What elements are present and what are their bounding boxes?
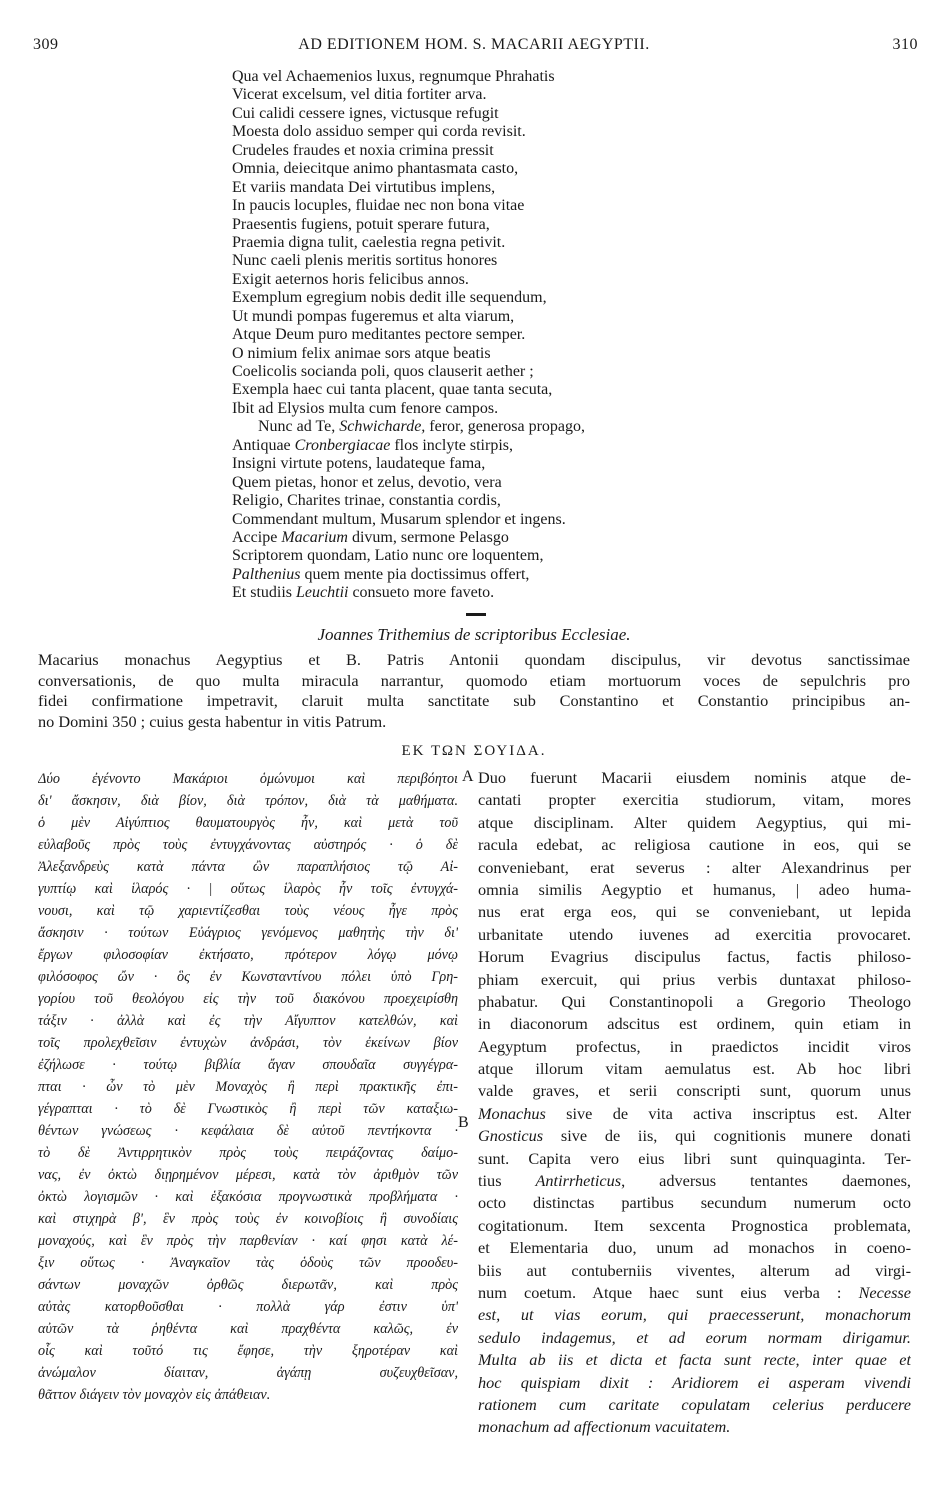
italic-text: Antirrheticus: [535, 1171, 622, 1191]
latin-text: conveniebant, erat severus : alter Alexandrinus per: [478, 857, 911, 877]
greek-line: σάντων μοναχῶν ὀρθῶς διερωτᾶν, καὶ πρὸς: [38, 1277, 458, 1293]
poem-line: Praemia digna tulit, caelestia regna petivit.: [232, 233, 506, 251]
poem-line: [232, 547, 752, 565]
latin-line: [478, 991, 911, 1013]
poem-text: Commendant multum, Musarum splendor et ingens.: [232, 510, 566, 528]
latin-line: [478, 879, 911, 901]
poem-text: Et studiis: [232, 584, 297, 602]
latin-line: [478, 1036, 911, 1058]
italic-text: rationem cum caritate copulatam celerius perducere: [478, 1394, 911, 1414]
latin-line: [478, 1058, 911, 1080]
latin-text: atque disciplinam. Alter quidem Aegyptius, qui mi-: [478, 812, 911, 832]
proper-name: Schwicharde,: [339, 418, 426, 436]
poem-line: [232, 584, 752, 602]
latin-text: nus erat erga eos, qui se conveniebant, ut lepida: [478, 902, 911, 922]
poem: [232, 68, 752, 603]
greek-line: φιλόσοφος ὤν · ὃς ἐν Κωνσταντίνου πόλει ὑπὸ Γρη-: [38, 969, 458, 985]
poem-line: [232, 566, 752, 584]
poem-text: feror, generosa propago,: [425, 418, 586, 436]
greek-line: γέγραπται · τὸ δὲ Γνωστικὸς ἢ περὶ τῶν καταξιω-: [38, 1101, 458, 1117]
poem-line: [232, 511, 752, 529]
latin-text: racula edebat, ac religiosa cautione in eos, qui se: [478, 835, 911, 855]
latin-line: [478, 1304, 911, 1326]
greek-line: μοναχούς, καὶ ἓν πρὸς τὴν παρθενίαν · καί φησι κατὰ λέ-: [38, 1233, 458, 1249]
latin-text: tius: [478, 1171, 536, 1191]
latin-line: [478, 1125, 911, 1147]
italic-text: Multa ab iis et dicta et facta sunt recte, inter quae et: [478, 1350, 911, 1370]
poem-line: Exigit aeternos horis felicibus annos.: [232, 270, 469, 288]
latin-text: et Elementaria duo, unum ad monachos in coeno-: [478, 1238, 911, 1258]
latin-text: , adversus tentantes daemones,: [621, 1171, 911, 1191]
latin-line: [478, 1080, 911, 1102]
latin-text: phabatur. Qui Constantinopoli a Gregorio Theologo: [478, 991, 911, 1011]
latin-line: [478, 1260, 911, 1282]
paragraph-line: conversationis, de quo multa miracula narrantur, quomodo etiam mortuorum voces de sepulchris pro: [38, 670, 910, 690]
greek-line: οἷς καὶ τοῦτό τις ἔφησε, τὴν ξηροτέραν καὶ: [38, 1343, 458, 1359]
page-number-right: 310: [892, 36, 918, 53]
poem-text: flos inclyte stirpis,: [390, 436, 513, 454]
poem-line: In paucis locuples, fluidae nec non bona vitae: [232, 197, 525, 215]
latin-line: [478, 767, 911, 789]
greek-line: γορίου τοῦ θεολόγου εἰς τὴν τοῦ διακόνου προεχειρίσθη: [38, 991, 458, 1007]
proper-name: Palthenius: [232, 565, 301, 583]
greek-line: νας, ἐν ὀκτὼ διῃρημένον μέρεσι, κατὰ τὸν ἀριθμὸν τῶν: [38, 1167, 458, 1183]
poem-line: Coelicolis socianda poli, quos clauserit aether ;: [232, 363, 534, 380]
greek-line: ἐζήλωσε · τούτῳ βιβλία ἄγαν σπουδαῖα συγγέγρα-: [38, 1057, 458, 1073]
latin-line: [478, 789, 911, 811]
latin-line: [478, 1372, 911, 1394]
latin-text: sive de vita activa inscriptus est. Alter: [545, 1103, 911, 1123]
latin-line: [478, 1394, 911, 1416]
latin-text: phiam exercuit, qui prius verbis duntaxat philoso-: [478, 969, 911, 989]
greek-line: ὁ μὲν Αἰγύπτιος θαυματουργὸς ἦν, καὶ μετὰ τοῦ: [38, 815, 458, 831]
proper-name: Cronbergiacae: [294, 436, 391, 454]
latin-text: cantati propter exercitia studiorum, vitam, mores: [478, 790, 911, 810]
latin-text: num coetum. Atque haec sunt eius verba :: [478, 1282, 859, 1302]
poem-text: divum, sermone Pelasgo: [347, 528, 509, 546]
greek-line: αὐτῶν τὰ ῥηθέντα καὶ πραχθέντα καλῶς, ἐν: [38, 1321, 458, 1337]
poem-line: Exemplum egregium nobis dedit ille sequendum,: [232, 289, 547, 307]
greek-line: ὀκτὼ λογισμῶν · καὶ ἑξακόσια προγνωστικὰ προβλήματα ·: [38, 1189, 458, 1205]
poem-line: Atque Deum puro meditantes pectore semper.: [232, 326, 526, 344]
latin-text: Duo fuerunt Macarii eiusdem nominis atque de-: [478, 768, 911, 787]
latin-text: cogitationum. Item sexcenta Prognostica problemata,: [478, 1215, 911, 1235]
greek-line: ἔργων φιλοσοφίαν ἐκτήσατο, πρότερον λόγῳ μόνῳ: [38, 947, 458, 963]
latin-line: [478, 1215, 911, 1237]
latin-line: [478, 812, 911, 834]
latin-text: urbanitate utendo iuvenes ad exercitia provocaret.: [478, 924, 911, 944]
latin-line: [478, 1327, 911, 1349]
greek-line: Δύο ἐγένοντο Μακάριοι ὁμώνυμοι καὶ περιβόητοι: [38, 771, 458, 787]
latin-column: [478, 767, 911, 1439]
italic-text: est, ut vias eorum, qui praecesserunt, monachorum: [478, 1305, 911, 1325]
latin-text: in diaconorum adscitus est ordinem, quin etiam in: [478, 1014, 911, 1034]
poem-line: [232, 474, 752, 492]
poem-line: Crudeles fraudes et noxia crimina pressit: [232, 141, 494, 159]
poem-line: Ut mundi pompas fugeremus et alta viarum,: [232, 307, 515, 325]
trithemius-title: Joannes Trithemius de scriptoribus Ecclesiae.: [317, 625, 631, 644]
poem-line: Vicerat excelsum, vel ditia fortiter arva.: [232, 86, 487, 104]
poem-line: [232, 418, 752, 436]
latin-line: [478, 1148, 911, 1170]
greek-line: θέντων γνώσεως · κεφάλαια δὲ αὐτοῦ πεντήκοντα ·: [38, 1123, 458, 1139]
latin-line: [478, 924, 911, 946]
latin-text: Aegyptum profectus, in praedictos incidit viros: [478, 1036, 911, 1056]
poem-line: Ibit ad Elysios multa cum fenore campos.: [232, 399, 499, 417]
poem-line: Exempla haec cui tanta placent, quae tanta secuta,: [232, 381, 553, 399]
poem-line: Et variis mandata Dei virtutibus implens,: [232, 178, 496, 196]
latin-text: sunt. Capita vero eius libri sunt quinquaginta. Ter-: [478, 1148, 911, 1168]
italic-text: sedulo indagemus, et ad eorum normam dirigamur.: [478, 1327, 911, 1347]
latin-text: sive de iis, qui cognitionis munere donati: [543, 1126, 911, 1146]
latin-line: [478, 857, 911, 879]
poem-text: consueto more faveto.: [348, 584, 495, 602]
greek-line: δι' ἄσκησιν, διὰ βίον, διὰ τρόπον, διὰ τὰ μαθήματα.: [38, 793, 458, 809]
paragraph-line: no Domini 350 ; cuius gesta habentur in vitis Patrum.: [38, 711, 387, 731]
poem-line: [232, 492, 752, 510]
poem-text: Scriptorem quondam, Latio nunc ore loquentem,: [232, 547, 544, 565]
italic-text: monachum ad affectionum vacuitatem.: [478, 1417, 731, 1437]
greek-line: τοῖς προλεχθεῖσιν ἐντυχὼν ἀνδράσι, τὸν ἐκείνων βίον: [38, 1035, 458, 1051]
poem-line: Praesentis fugiens, potuit sperare futura,: [232, 215, 490, 233]
poem-line: Cui calidi cessere ignes, victusque refugit: [232, 104, 499, 122]
latin-line: [478, 834, 911, 856]
poem-line: O nimium felix animae sors atque beatis: [232, 344, 491, 362]
poem-line: [232, 529, 752, 547]
margin-marker-b: B: [458, 1114, 469, 1131]
latin-line: [478, 1103, 911, 1125]
poem-text: Antiquae: [232, 436, 295, 454]
poem-text: Insigni virtute potens, laudateque fama,: [232, 455, 486, 473]
running-title: AD EDITIONEM HOM. S. MACARII AEGYPTII.: [298, 36, 650, 53]
latin-line: [478, 1237, 911, 1259]
greek-line: εὐλαβοῦς πρὸς τοὺς ἐντυγχάνοντας αὐστηρός · ὁ δὲ: [38, 837, 458, 853]
latin-text: valde graves, et serii conscripti sunt, quorum unus: [478, 1081, 911, 1101]
poem-line: Qua vel Achaemenios luxus, regnumque Phrahatis: [232, 68, 555, 85]
greek-line: Ἀλεξανδρεὺς κατὰ πάντα ὢν παραπλήσιος τῷ Αἰ-: [38, 859, 458, 875]
greek-line: γυπτίῳ καὶ ἱλαρός · | οὕτως ἱλαρὸς ἦν τοῖς ἐντυγχά-: [38, 881, 458, 897]
poem-text: Quem pietas, honor et zelus, devotio, vera: [232, 473, 502, 491]
greek-line: τὸ δὲ Ἀντιρρητικὸν πρὸς τοὺς πειράζοντας δαίμο-: [38, 1145, 458, 1161]
greek-line: θᾶττον διάγειν τὸν μοναχὸν εἰς ἀπάθειαν.: [38, 1387, 271, 1403]
trithemius-paragraph: [38, 650, 910, 732]
proper-name: Macarium: [281, 528, 348, 546]
poem-line: Moesta dolo assiduo semper qui corda revisit.: [232, 123, 526, 141]
greek-line: ξιν οὕτως · Ἀναγκαῖον τὰς ὁδοὺς τῶν προοδευ-: [38, 1255, 458, 1271]
greek-line: καὶ στιχηρὰ β', ἓν πρὸς τοὺς ἐν κοινοβίοις ἢ συνοδίαις: [38, 1211, 458, 1227]
poem-line: [232, 437, 752, 455]
paragraph-line: Macarius monachus Aegyptius et B. Patris Antonii quondam discipulus, vir devotus sanctissimae: [38, 650, 910, 669]
latin-line: [478, 969, 911, 991]
latin-line: [478, 1282, 911, 1304]
latin-text: octo distinctas partibus secundum numerum octo: [478, 1193, 911, 1213]
latin-text: atque illorum vitam aemulatus est. Ab hoc libri: [478, 1059, 911, 1079]
latin-line: [478, 946, 911, 968]
italic-text: Gnosticus: [478, 1126, 544, 1146]
latin-line: [478, 1349, 911, 1371]
greek-line: τάξιν · ἀλλὰ καὶ ἐς τὴν Αἴγυπτον κατελθών, καὶ: [38, 1013, 458, 1029]
italic-text: Monachus: [478, 1103, 546, 1123]
latin-line: [478, 1192, 911, 1214]
poem-line: [232, 455, 752, 473]
italic-text: Necesse: [858, 1282, 911, 1302]
latin-line: [478, 901, 911, 923]
greek-line: ἀνώμαλον δίαιταν, ἀγάπῃ συζευχθεῖσαν,: [38, 1365, 458, 1381]
poem-line: Omnia, deiecitque animo phantasmata casto,: [232, 160, 519, 178]
suidas-title: ΕΚ ΤΩΝ ΣΟΥΙΔΑ.: [401, 743, 547, 759]
greek-line: πται · ὧν τὸ μὲν Μοναχὸς ἢ περὶ πρακτικῆς ἐπι-: [38, 1079, 458, 1095]
section-rule: [466, 613, 486, 616]
latin-line: [478, 1013, 911, 1035]
latin-text: omnia similis Aegyptio et humanus, | adeo huma-: [478, 879, 911, 899]
poem-text: Accipe: [232, 528, 282, 546]
latin-line: [478, 1416, 911, 1438]
greek-column: [38, 768, 458, 1406]
page-number-left: 309: [33, 36, 59, 53]
paragraph-line: fidei confirmatione impetravit, claruit multa sanctitate sub Constantino et Constantio principibus an-: [38, 691, 910, 711]
poem-text: Nunc ad Te,: [258, 418, 340, 436]
greek-line: αὐτὰς κατορθοῦσθαι · πολλὰ γάρ ἐστιν ὑπ': [38, 1299, 458, 1315]
proper-name: Leuchtii: [296, 584, 349, 602]
greek-line: νουσι, καὶ τῷ χαριεντίζεσθαι τοὺς νέους ἦγε πρὸς: [38, 903, 458, 919]
running-header: [0, 36, 948, 58]
italic-text: hoc quispiam dixit : Aridiorem ei asperam vivendi: [478, 1372, 911, 1392]
poem-line: Nunc caeli plenis meritis sortitus honores: [232, 252, 498, 270]
latin-text: Horum Evagrius discipulus factus, factis philoso-: [478, 947, 911, 967]
poem-text: Religio, Charites trinae, constantia cordis,: [232, 492, 501, 510]
latin-text: biis aut contuberniis viventes, alterum ad virgi-: [478, 1260, 911, 1280]
poem-text: quem mente pia doctissimus offert,: [300, 565, 530, 583]
greek-line: ἄσκησιν · τούτων Εὐάγριος γενόμενος μαθητὴς τὴν δι': [38, 925, 458, 941]
margin-marker-a: A: [462, 768, 474, 785]
latin-line: [478, 1170, 911, 1192]
